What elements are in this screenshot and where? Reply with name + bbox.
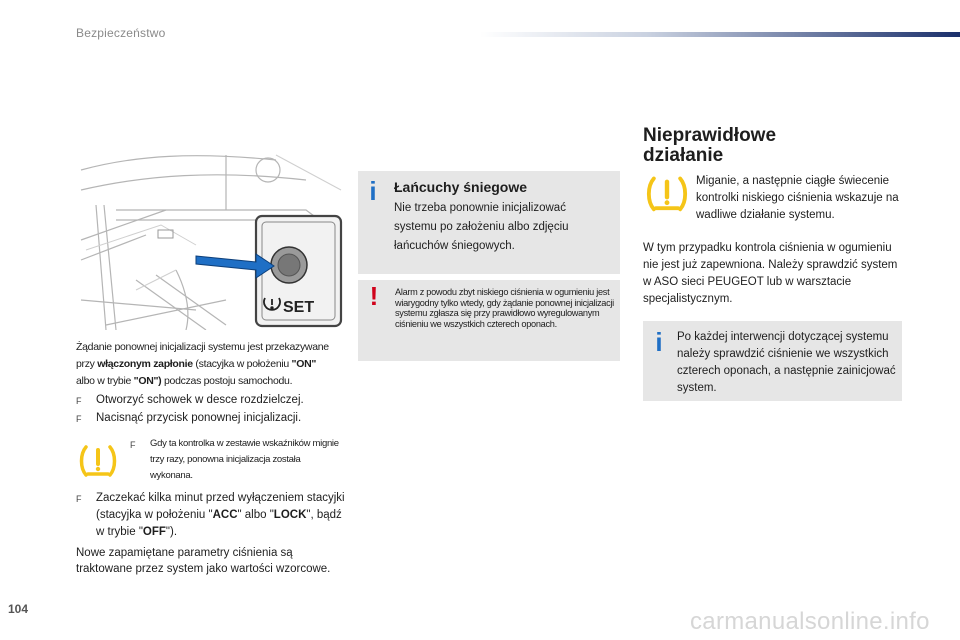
snow-chains-text: Nie trzeba ponownie inicjalizować systemu po założeniu albo zdjęciu łańcuchów śniegowych. bbox=[394, 202, 569, 252]
header-bar bbox=[480, 32, 960, 37]
section-label: Bezpieczeństwo bbox=[76, 26, 166, 40]
pointer-arrow-icon bbox=[196, 254, 274, 278]
tpms-warning-icon bbox=[78, 444, 118, 480]
page-number: 104 bbox=[8, 602, 29, 616]
list-item: F Nacisnąć przycisk ponownej inicjalizacji. bbox=[76, 410, 356, 428]
list-item: F Otworzyć schowek w desce rozdzielczej. bbox=[76, 392, 356, 410]
section-title: Nieprawidłowe działanie bbox=[643, 125, 777, 166]
alert-icon: ! bbox=[369, 281, 379, 311]
info-icon: i bbox=[369, 176, 377, 206]
bullet-icon: F bbox=[76, 396, 82, 406]
intervention-info-text: Po każdej interwencji dotyczącej systemu należy sprawdzić ciśnienie we wszystkich czterech oponach, a następnie zainicjować system. bbox=[677, 331, 896, 394]
dashboard-illustration bbox=[76, 150, 346, 330]
snow-chains-title: Łańcuchy śniegowe bbox=[394, 179, 528, 195]
bullet-icon: F bbox=[76, 494, 82, 504]
malfunction-paragraph: W tym przypadku kontrola ciśnienia w ogumieniu nie jest już zapewniona. Należy sprawdzić system w ASO sieci PEUGEOT lub w warsztacie specjalistycznym. bbox=[643, 242, 898, 305]
step-wait: F Zaczekać kilka minut przed wyłączeniem stacyjki (stacyjka w położeniu "ACC" albo "LOCK", bądź w trybie "OFF"). bbox=[76, 490, 346, 541]
illustration-caption: Żądanie ponownej inicjalizacji systemu jest przekazywane przy włączonym zapłonie (stacyjka w położeniu "ON" albo w trybie "ON") podczas postoju samochodu. bbox=[76, 341, 329, 387]
warning-light-text: Miganie, a następnie ciągłe świecenie kontrolki niskiego ciśnienia wskazuje na wadliwe działanie systemu. bbox=[696, 175, 899, 221]
small-note: F Gdy ta kontrolka w zestawie wskaźników mignie trzy razy, ponowna inicjalizacja została wykonana. bbox=[130, 436, 345, 484]
alarm-note-text: Alarm z powodu zbyt niskiego ciśnienia w ogumieniu jest wiarygodny tylko wtedy, gdy żądanie ponownej inicjalizacji systemu zgłasza się przy prawidłowo wyregulowanym ciśnieniu we wszystkich czterech oponach. bbox=[395, 287, 614, 329]
set-button-label: SET bbox=[283, 299, 315, 316]
watermark: carmanualsonline.info bbox=[690, 608, 930, 635]
bullet-icon: F bbox=[130, 440, 136, 450]
final-paragraph: Nowe zapamiętane parametry ciśnienia są traktowane przez system jako wartości wzorcowe. bbox=[76, 547, 331, 575]
bullet-icon: F bbox=[76, 414, 82, 424]
info-icon: i bbox=[655, 327, 663, 357]
tpms-warning-icon bbox=[645, 175, 689, 215]
steps-list bbox=[76, 392, 356, 428]
